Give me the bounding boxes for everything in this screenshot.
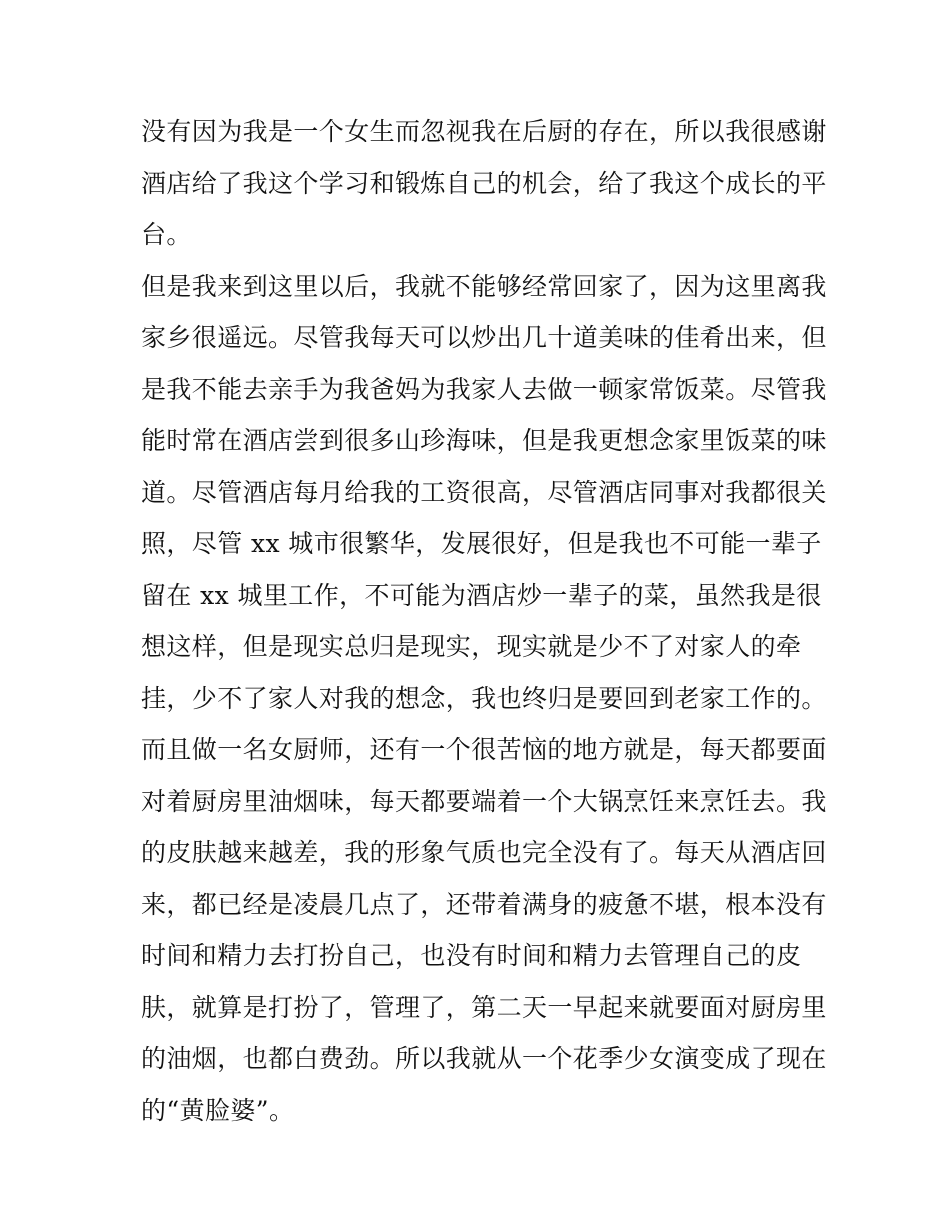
body-text — [141, 106, 827, 1136]
text-line: 能时常在酒店尝到很多山珍海味，但是我更想念家里饭菜的味 — [141, 426, 827, 455]
text-line: 想这样，但是现实总归是现实，现实就是少不了对家人的牵 — [141, 632, 802, 661]
text-line: 对着厨房里油烟味，每天都要端着一个大锅烹饪来烹饪去。我 — [141, 786, 827, 816]
text-line: 照，尽管 xx 城市很繁华，发展很好，但是我也不可能一辈子 — [141, 529, 822, 558]
text-line: 的皮肤越来越差，我的形象气质也完全没有了。每天从酒店回 — [141, 838, 827, 867]
text-line: 挂，少不了家人对我的想念，我也终归是要回到老家工作的。 — [141, 683, 827, 713]
text-line: 肤，就算是打扮了，管理了，第二天一早起来就要面对厨房里 — [141, 992, 827, 1022]
text-line: 来，都已经是凌晨几点了，还带着满身的疲惫不堪，根本没有 — [141, 889, 827, 919]
text-line: 是我不能去亲手为我爸妈为我家人去做一顿家常饭菜。尽管我 — [141, 374, 827, 404]
text-line: 的油烟，也都白费劲。所以我就从一个花季少女演变成了现在 — [141, 1044, 827, 1073]
text-line: 没有因为我是一个女生而忽视我在后厨的存在，所以我很感谢 — [141, 117, 827, 146]
text-line: 酒店给了我这个学习和锻炼自己的机会，给了我这个成长的平 — [141, 168, 827, 198]
text-line: 留在 xx 城里工作，不可能为酒店炒一辈子的菜，虽然我是很 — [141, 580, 822, 610]
text-line: 台。 — [141, 220, 192, 249]
text-line: 时间和精力去打扮自己，也没有时间和精力去管理自己的皮 — [141, 941, 802, 970]
text-line: 而且做一名女厨师，还有一个很苦恼的地方就是，每天都要面 — [141, 735, 827, 764]
text-line: 但是我来到这里以后，我就不能够经常回家了，因为这里离我 — [141, 271, 827, 301]
text-line: 的“黄脸婆”。 — [141, 1095, 295, 1125]
text-line: 家乡很遥远。尽管我每天可以炒出几十道美味的佳肴出来，但 — [141, 323, 827, 352]
text-line: 道。尽管酒店每月给我的工资很高，尽管酒店同事对我都很关 — [141, 477, 827, 507]
